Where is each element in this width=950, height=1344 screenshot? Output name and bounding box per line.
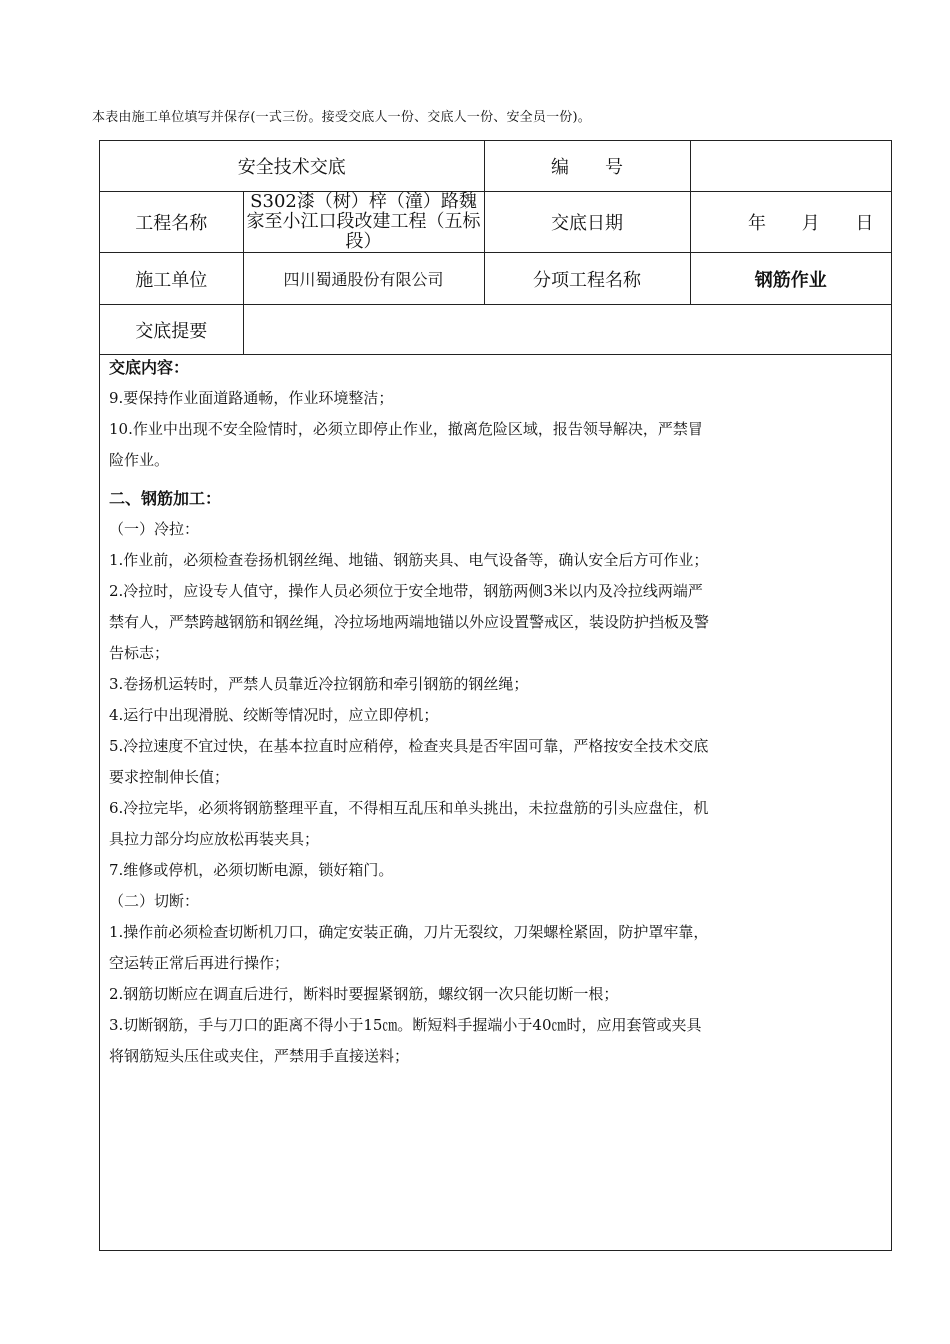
content-line: 空运转正常后再进行操作； <box>109 954 290 972</box>
content-line: 2.冷拉时，应设专人值守，操作人员必须位于安全地带，钢筋两侧3米以内及冷拉线两端严 <box>109 582 703 600</box>
contractor-value: 四川蜀通股份有限公司 <box>243 253 484 305</box>
contractor-label: 施工单位 <box>100 253 243 305</box>
subsection-title: （一）冷拉： <box>109 520 200 538</box>
content-line: 2.钢筋切断应在调直后进行，断料时要握紧钢筋，螺纹钢一次只能切断一根； <box>109 985 619 1003</box>
summary-value <box>243 305 891 355</box>
section-title: 二、钢筋加工： <box>109 489 222 508</box>
content-line: 告标志； <box>109 644 170 662</box>
content-line: 禁有人，严禁跨越钢筋和钢丝绳，冷拉场地两端地锚以外应设置警戒区，装设防护挡板及警 <box>109 613 710 631</box>
content-line: 7.维修或停机，必须切断电源，锁好箱门。 <box>109 861 394 879</box>
content-line: 险作业。 <box>109 451 170 469</box>
date-month: 月 <box>801 213 820 234</box>
subsection-title: （二）切断： <box>109 892 200 910</box>
content-line: 要求控制伸长值； <box>109 768 230 786</box>
project-name-label: 工程名称 <box>100 192 243 253</box>
content-line: 4.运行中出现滑脱、绞断等情况时，应立即停机； <box>109 706 439 724</box>
date-value <box>690 192 891 253</box>
content-heading: 交底内容： <box>109 358 190 377</box>
form-title: 安全技术交底 <box>100 141 484 192</box>
content-line: 10.作业中出现不安全险情时，必须立即停止作业，撤离危险区域，报告领导解决，严禁冒 <box>109 420 703 438</box>
summary-label: 交底提要 <box>100 305 243 355</box>
project-name-value: S302漆（树）梓（潼）路魏家至小江口段改建工程（五标段） <box>243 192 484 253</box>
subproject-value: 钢筋作业 <box>690 253 891 305</box>
subproject-label: 分项工程名称 <box>484 253 690 305</box>
date-year: 年 <box>748 213 767 234</box>
content-line: 1.操作前必须检查切断机刀口，确定安装正确，刀片无裂纹，刀架螺栓紧固，防护罩牢靠， <box>109 923 709 941</box>
content-line: 9.要保持作业面道路通畅，作业环境整洁； <box>109 389 394 407</box>
content-line: 1.作业前，必须检查卷扬机钢丝绳、地锚、钢筋夹具、电气设备等，确认安全后方可作业； <box>109 551 709 569</box>
content-line: 具拉力部分均应放松再装夹具； <box>109 830 320 848</box>
number-label: 编 号 <box>484 141 690 192</box>
date-label: 交底日期 <box>484 192 690 253</box>
content-line: 5.冷拉速度不宜过快，在基本拉直时应稍停，检查夹具是否牢固可靠，严格按安全技术交底 <box>109 737 709 755</box>
content-line: 将钢筋短头压住或夹住，严禁用手直接送料； <box>109 1047 410 1065</box>
number-value <box>690 141 891 192</box>
safety-disclosure-form <box>99 140 892 1251</box>
content-line: 3.卷扬机运转时，严禁人员靠近冷拉钢筋和牵引钢筋的钢丝绳； <box>109 675 529 693</box>
date-day: 日 <box>855 213 874 234</box>
content-line: 6.冷拉完毕，必须将钢筋整理平直，不得相互乱压和单头挑出，未拉盘筋的引头应盘住，机 <box>109 799 709 817</box>
form-note: 本表由施工单位填写并保存(一式三份。接受交底人一份、交底人一份、安全员一份)。 <box>92 110 591 125</box>
header-table <box>100 141 891 355</box>
content-line: 3.切断钢筋，手与刀口的距离不得小于15㎝。断短料手握端小于40㎝时，应用套管或夹具 <box>109 1016 702 1034</box>
disclosure-content <box>109 352 849 1072</box>
